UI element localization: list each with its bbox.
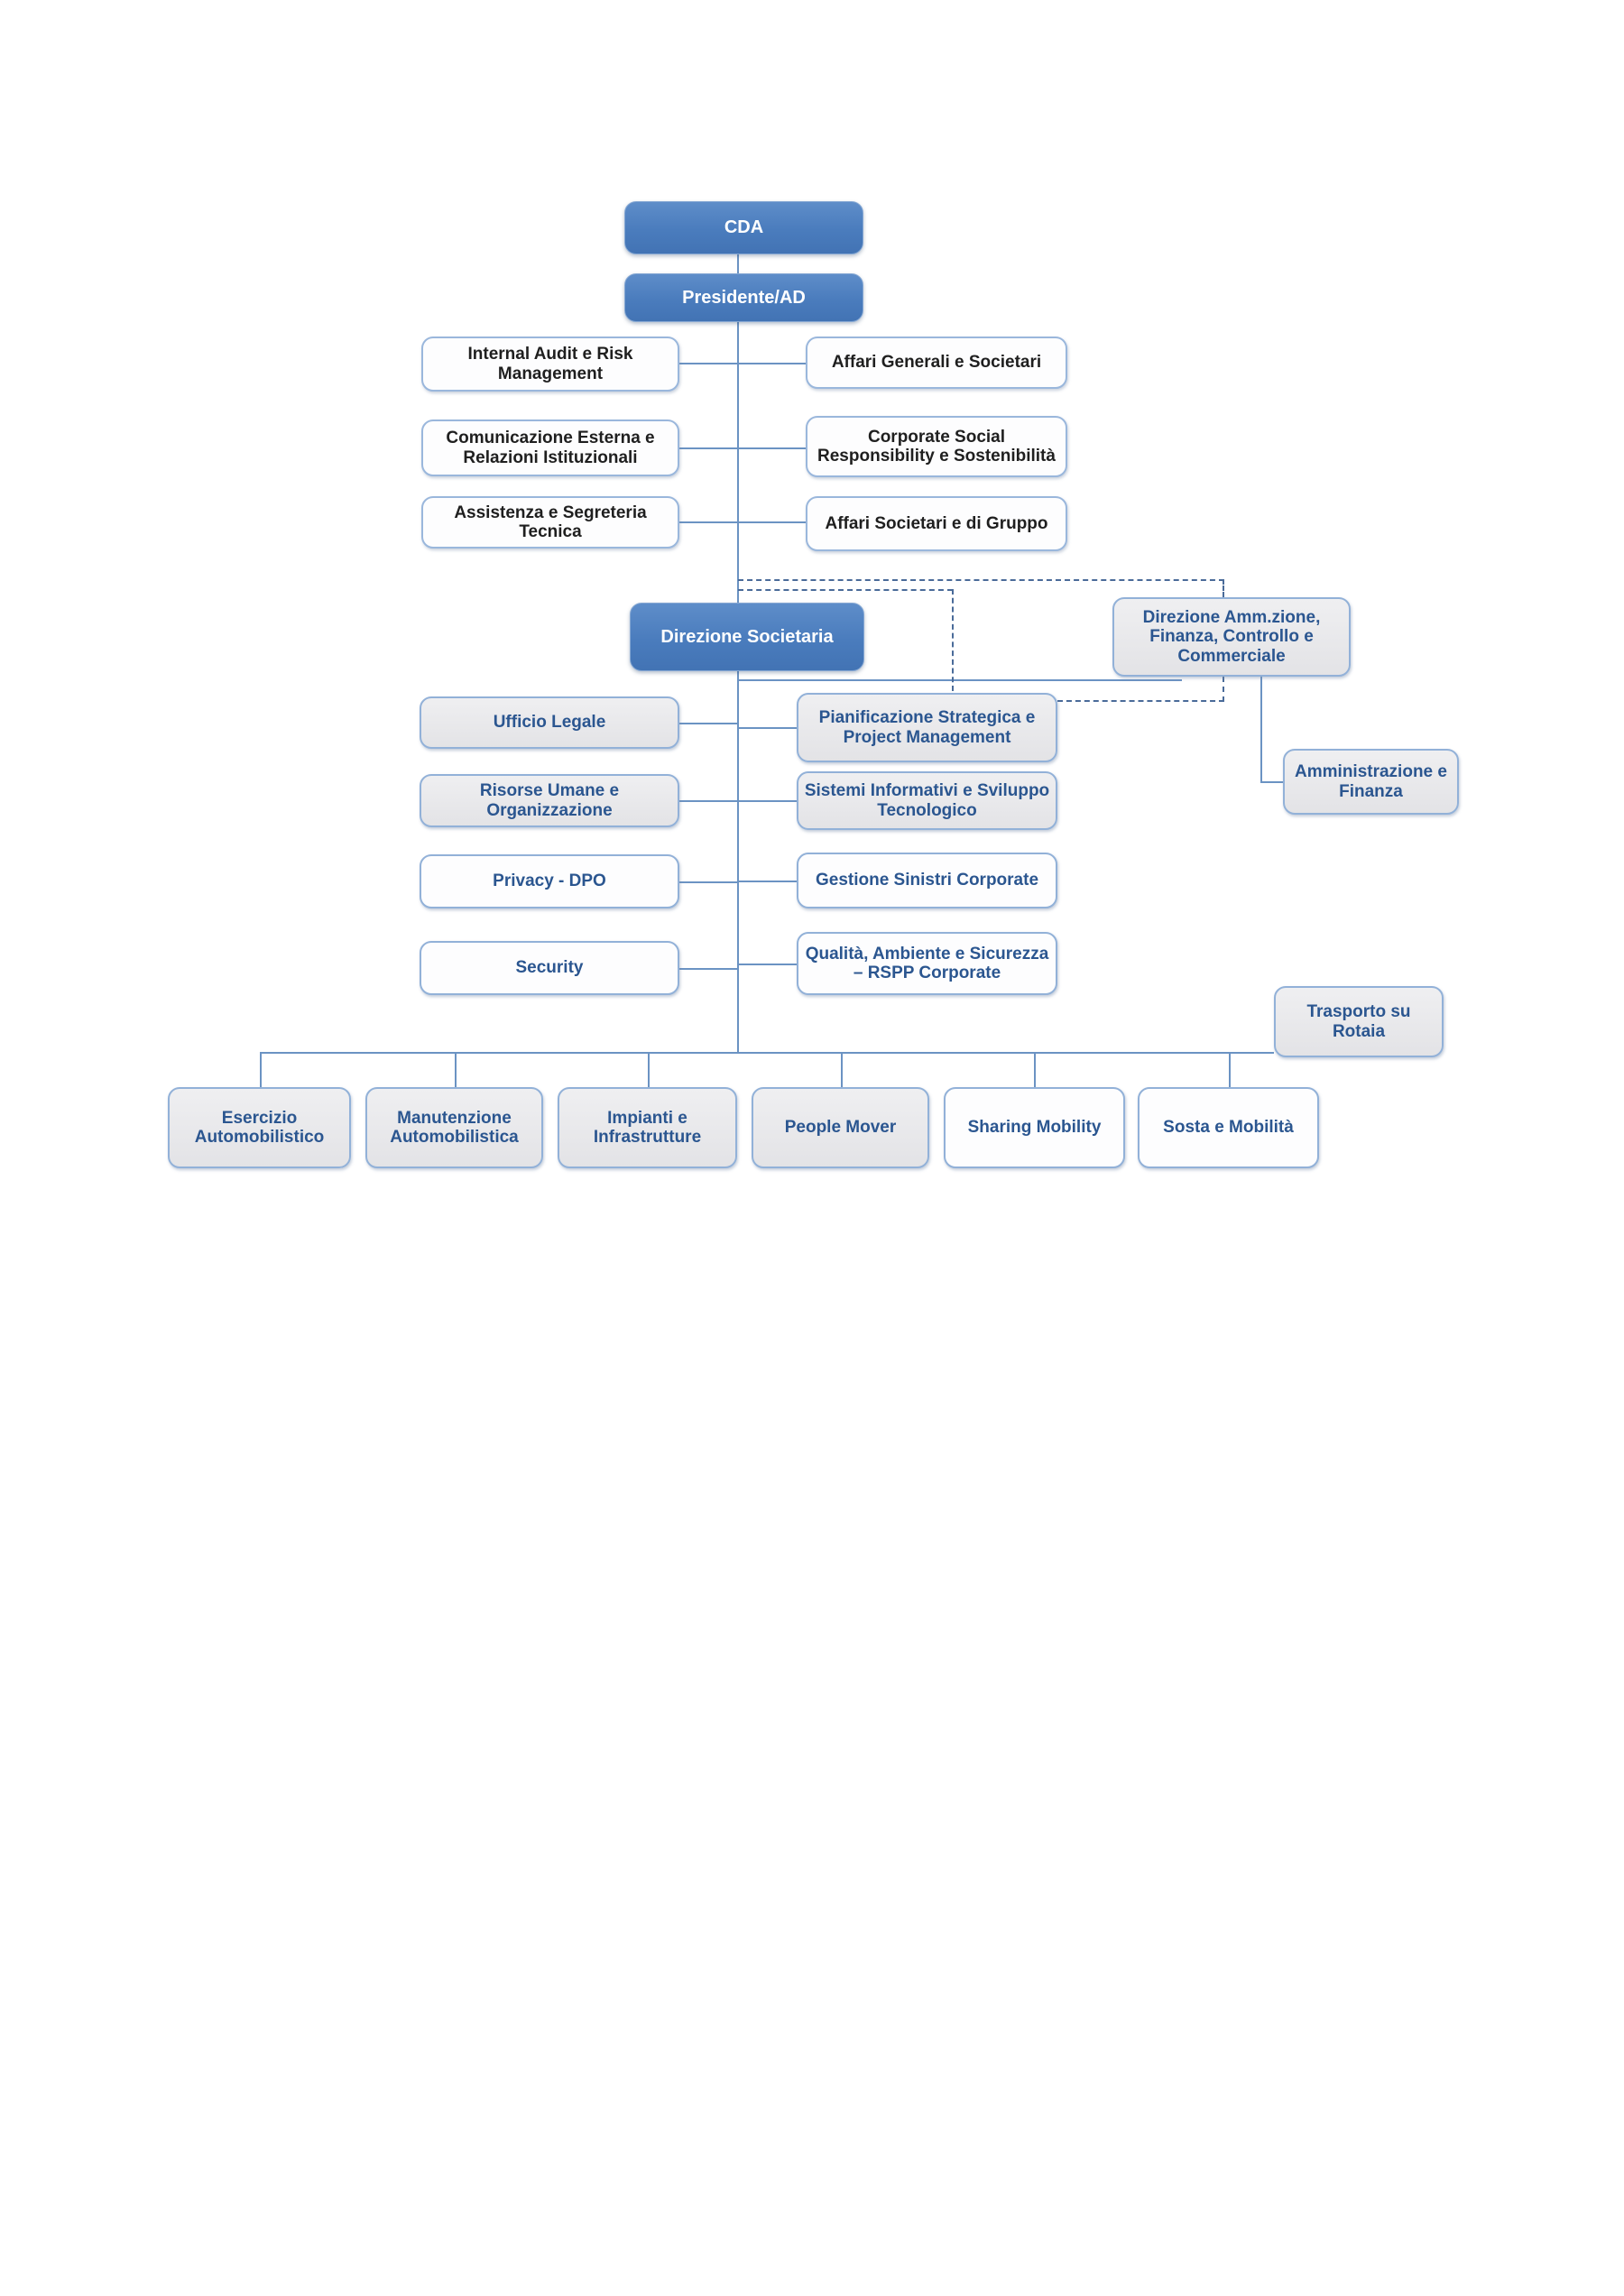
node-sistemi-informativi: Sistemi Informativi e Sviluppo Tecnologico [797, 771, 1057, 830]
dashed-trunk-to-pianificazione [738, 589, 953, 591]
node-pianificazione-strategica: Pianificazione Strategica e Project Management [797, 693, 1057, 762]
connector-stub-sharing [1034, 1052, 1036, 1087]
dashed-amm-to-pianificazione [1057, 700, 1224, 702]
connector-stub-ufficio-legale [679, 723, 738, 724]
node-impianti-infrastrutture: Impianti e Infrastrutture [558, 1087, 737, 1168]
connector-stub-security [679, 968, 738, 970]
connector-row1 [679, 363, 806, 364]
node-internal-audit: Internal Audit e Risk Management [421, 337, 679, 392]
node-presidente-ad: Presidente/AD [624, 273, 863, 322]
connector-stub-esercizio [260, 1052, 262, 1087]
node-cda: CDA [624, 201, 863, 254]
node-security: Security [420, 941, 679, 995]
connector-stub-sosta [1229, 1052, 1231, 1087]
dashed-direzione-amm-drop [1223, 579, 1224, 597]
node-direzione-amm-finanza: Direzione Amm.zione, Finanza, Controllo e Commerciale [1112, 597, 1351, 677]
node-affari-societari-gruppo: Affari Societari e di Gruppo [806, 496, 1067, 551]
connector-ammfinanza-elbow [1260, 781, 1283, 783]
connector-ammfinanza-down [1260, 677, 1262, 782]
connector-stub-manutenzione [455, 1052, 457, 1087]
node-gestione-sinistri: Gestione Sinistri Corporate [797, 853, 1057, 908]
node-qualita-ambiente: Qualità, Ambiente e Sicurezza – RSPP Corporate [797, 932, 1057, 995]
node-csr-sostenibilita: Corporate Social Responsibility e Sostenibilità [806, 416, 1067, 477]
connector-row3 [679, 521, 806, 523]
node-privacy-dpo: Privacy - DPO [420, 854, 679, 908]
connector-cda-presidente [737, 254, 739, 273]
connector-stub-sistemi [738, 800, 797, 802]
dashed-amm-to-pianificazione-drop [1223, 677, 1224, 702]
connector-stub-gestione-sinistri [738, 881, 797, 882]
node-ufficio-legale: Ufficio Legale [420, 696, 679, 749]
node-sosta-mobilita: Sosta e Mobilità [1138, 1087, 1319, 1168]
node-sharing-mobility: Sharing Mobility [944, 1087, 1125, 1168]
connector-stub-pianificazione [738, 727, 797, 729]
connector-stub-impianti [648, 1052, 650, 1087]
dashed-trunk-to-direzione-amm [738, 579, 1224, 581]
connector-main-trunk [737, 322, 739, 1054]
node-affari-generali: Affari Generali e Societari [806, 337, 1067, 389]
connector-bottom-bus [260, 1052, 1274, 1054]
node-comunicazione-esterna: Comunicazione Esterna e Relazioni Istituzionali [421, 420, 679, 476]
node-people-mover: People Mover [752, 1087, 929, 1168]
connector-societaria-ammfinanza [738, 679, 1182, 681]
connector-stub-qualita [738, 964, 797, 965]
connector-stub-people-mover [841, 1052, 843, 1087]
node-trasporto-rotaia: Trasporto su Rotaia [1274, 986, 1444, 1057]
node-risorse-umane: Risorse Umane e Organizzazione [420, 774, 679, 827]
node-esercizio-automobilistico: Esercizio Automobilistico [168, 1087, 351, 1168]
node-manutenzione-automobilistica: Manutenzione Automobilistica [365, 1087, 543, 1168]
connector-stub-privacy [679, 881, 738, 883]
node-direzione-societaria: Direzione Societaria [630, 603, 864, 671]
connector-stub-risorse-umane [679, 800, 738, 802]
connector-row2 [679, 447, 806, 449]
node-assistenza-segreteria: Assistenza e Segreteria Tecnica [421, 496, 679, 549]
node-amministrazione-finanza: Amministrazione e Finanza [1283, 749, 1459, 815]
dashed-pianificazione-drop [952, 589, 954, 691]
